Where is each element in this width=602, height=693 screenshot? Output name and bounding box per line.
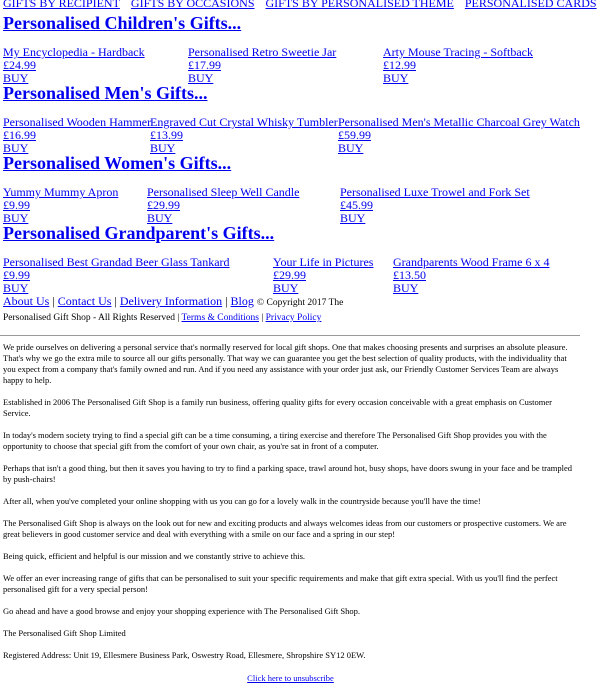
- product-card: [393, 256, 578, 295]
- section-link-childrens[interactable]: Personalised Children's Gifts...: [3, 13, 242, 33]
- privacy-link[interactable]: Privacy Policy: [265, 313, 322, 323]
- product-price-link[interactable]: £59.99: [338, 128, 371, 142]
- product-card: [188, 46, 383, 85]
- company-name: The Personalised Gift Shop Limited: [3, 628, 126, 638]
- section-title-childrens: [0, 12, 580, 34]
- product-card: [150, 116, 338, 155]
- product-price-link[interactable]: £24.99: [3, 58, 36, 72]
- registered-address: Registered Address: Unit 19, Ellesmere Business Park, Oswestry Road, Ellesmere, Shropshire SY12 0EW.: [3, 650, 366, 660]
- section-title-womens: [0, 152, 580, 174]
- product-name-link[interactable]: Personalised Men's Metallic Charcoal Grey Watch: [338, 115, 580, 129]
- product-name-link[interactable]: Personalised Best Grandad Beer Glass Tankard: [3, 255, 230, 269]
- product-name-link[interactable]: Personalised Sleep Well Candle: [147, 185, 300, 199]
- section-title-mens: [0, 82, 580, 104]
- footer-blog-link[interactable]: Blog: [230, 294, 254, 308]
- buy-button[interactable]: BUY: [150, 141, 176, 155]
- product-card: [3, 46, 188, 85]
- buy-button[interactable]: BUY: [338, 141, 364, 155]
- product-card: [3, 116, 150, 155]
- product-name-link[interactable]: Personalised Luxe Trowel and Fork Set: [340, 185, 530, 199]
- paragraph: We pride ourselves on delivering a personal service that's normally reserved for local gift shops. One that makes choosing presents and surprises an absolute pleasure. That's why we go the extra mile to source all our gifts personally. That way we can guarantee you get the best selection of quality products, with the individuality that you expect from a company that's family owned and run. And if you need any assistance with your order just ask, our Friendly Customer Services Team are always happy to help.: [3, 342, 568, 385]
- paragraph: After all, when you've completed your online shopping with us you can go for a lovely walk in the countryside because you'll have the time!: [3, 496, 481, 506]
- product-price-link[interactable]: £16.99: [3, 128, 36, 142]
- product-grid-mens: [0, 116, 580, 155]
- product-price-link[interactable]: £12.99: [383, 58, 416, 72]
- section-link-mens[interactable]: Personalised Men's Gifts...: [3, 83, 208, 103]
- buy-button[interactable]: BUY: [147, 211, 173, 225]
- product-price-link[interactable]: £9.99: [3, 268, 30, 282]
- product-name-link[interactable]: Grandparents Wood Frame 6 x 4: [393, 255, 550, 269]
- product-card: [3, 186, 147, 225]
- about-text: [0, 342, 580, 684]
- product-name-link[interactable]: Personalised Retro Sweetie Jar: [188, 45, 337, 59]
- product-name-link[interactable]: Your Life in Pictures: [273, 255, 374, 269]
- product-grid-grandparents: [0, 256, 580, 295]
- buy-button[interactable]: BUY: [3, 281, 29, 295]
- paragraph: The Personalised Gift Shop is always on the look out for new and exciting products and always welcomes ideas from our customers or prospective customers. We are great believers in good customer service and deal with everything with a smile on our face and a spring in our step!: [3, 518, 567, 539]
- product-card: [340, 186, 578, 225]
- product-card: [383, 46, 578, 85]
- buy-button[interactable]: BUY: [393, 281, 419, 295]
- buy-button[interactable]: BUY: [340, 211, 366, 225]
- copyright-text: © Copyright 2017 The Personalised Gift Shop - All Rights Reserved: [3, 298, 344, 323]
- product-name-link[interactable]: Yummy Mummy Apron: [3, 185, 119, 199]
- product-name-link[interactable]: Arty Mouse Tracing - Softback: [383, 45, 533, 59]
- product-price-link[interactable]: £17.99: [188, 58, 221, 72]
- footer-delivery-link[interactable]: Delivery Information: [119, 294, 223, 308]
- top-nav: [0, 0, 597, 12]
- unsubscribe-link[interactable]: Click here to unsubscribe: [247, 673, 334, 683]
- product-price-link[interactable]: £13.50: [393, 268, 426, 282]
- nav-gifts-by-recipient[interactable]: GIFTS BY RECIPIENT: [3, 0, 120, 10]
- section-link-womens[interactable]: Personalised Women's Gifts...: [3, 153, 232, 173]
- divider: [0, 335, 580, 336]
- section-title-grandparents: [0, 222, 580, 244]
- product-price-link[interactable]: £29.99: [273, 268, 306, 282]
- paragraph: Go ahead and have a good browse and enjoy your shopping experience with The Personalised Gift Shop.: [3, 606, 360, 616]
- product-card: [147, 186, 340, 225]
- product-price-link[interactable]: £45.99: [340, 198, 373, 212]
- paragraph: In today's modern society trying to find a special gift can be a time consuming, a tiring exercise and therefore The Personalised Gift Shop provides you with the opportunity to choose that special gift from the comfort of your own chair, as you're sat in front of a computer.: [3, 430, 547, 451]
- product-card: [338, 116, 578, 155]
- nav-personalised-cards[interactable]: PERSONALISED CARDS: [464, 0, 597, 10]
- buy-button[interactable]: BUY: [188, 71, 214, 85]
- section-link-grandparents[interactable]: Personalised Grandparent's Gifts...: [3, 223, 275, 243]
- unsubscribe-row: [3, 673, 578, 684]
- product-grid-childrens: [0, 46, 580, 85]
- footer-contact-link[interactable]: Contact Us: [57, 294, 112, 308]
- paragraph: Being quick, efficient and helpful is our mission and we constantly strive to achieve this.: [3, 551, 305, 561]
- footer-about-link[interactable]: About Us: [3, 294, 50, 308]
- product-price-link[interactable]: £29.99: [147, 198, 180, 212]
- paragraph: Established in 2006 The Personalised Gift Shop is a family run business, offering quality gifts for every occasion conceivable with a great emphasis on Customer Service.: [3, 397, 553, 418]
- nav-gifts-by-personalised-theme[interactable]: GIFTS BY PERSONALISED THEME: [265, 0, 454, 10]
- buy-button[interactable]: BUY: [273, 281, 299, 295]
- product-price-link[interactable]: £13.99: [150, 128, 183, 142]
- paragraph: Perhaps that isn't a good thing, but then it saves you having to try to find a parking space, trawl around hot, busy shops, have doors swung in your face and be trampled by push-chairs!: [3, 463, 573, 484]
- terms-link[interactable]: Terms & Conditions: [181, 313, 259, 323]
- product-grid-womens: [0, 186, 580, 225]
- product-card: [273, 256, 393, 295]
- nav-gifts-by-occasions[interactable]: GIFTS BY OCCASIONS: [130, 0, 255, 10]
- paragraph: We offer an ever increasing range of gifts that can be personalised to suit your specific requirements and make that gift extra special. With us you'll find the perfect personalised gift for a very special person!: [3, 573, 558, 594]
- product-price-link[interactable]: £9.99: [3, 198, 30, 212]
- buy-button[interactable]: BUY: [383, 71, 409, 85]
- footer-links: About Us | Contact Us | Delivery Information | Blog © Copyright 2017 The Personalised Gift Shop - All Rights Reserved | Terms & Conditions | Privacy Policy: [3, 294, 344, 323]
- product-name-link[interactable]: My Encyclopedia - Hardback: [3, 45, 145, 59]
- buy-button[interactable]: BUY: [3, 211, 29, 225]
- product-name-link[interactable]: Personalised Wooden Hammer: [3, 115, 152, 129]
- product-card: [3, 256, 273, 295]
- buy-button[interactable]: BUY: [3, 71, 29, 85]
- buy-button[interactable]: BUY: [3, 141, 29, 155]
- product-name-link[interactable]: Engraved Cut Crystal Whisky Tumbler: [150, 115, 338, 129]
